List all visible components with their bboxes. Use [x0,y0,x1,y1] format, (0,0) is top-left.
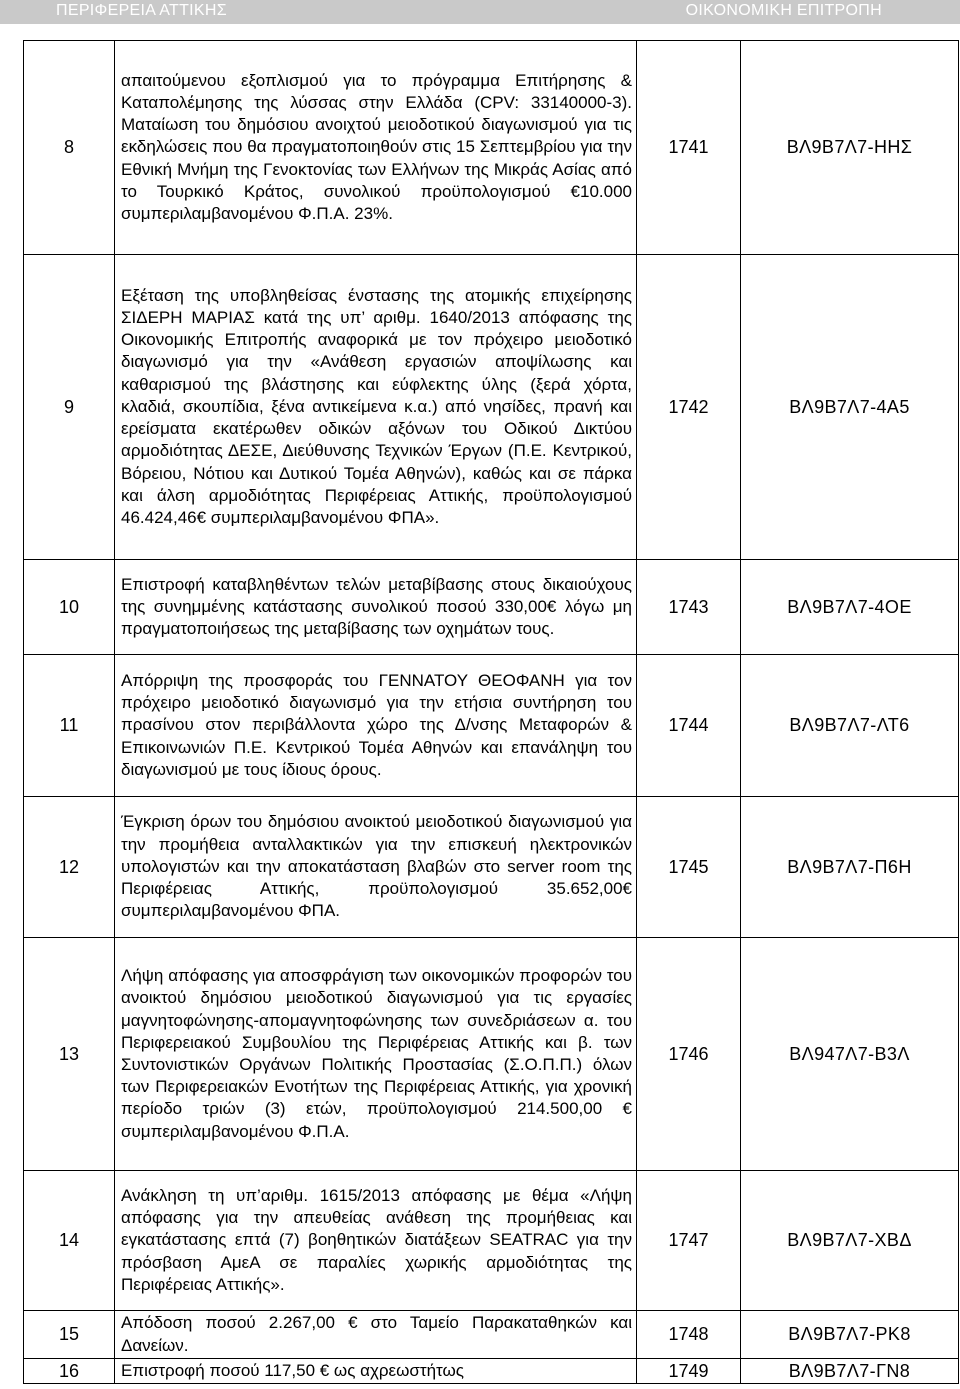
item-number: 12 [24,797,115,938]
item-subject: Έγκριση όρων του δημόσιου ανοικτού μειοδοτικού διαγωνισμού για την προμήθεια ανταλλακτικών για την επισκευή ηλεκτρονικών υπολογιστών και την αποκατάσταση βλαβών στο server room της Περιφέρειας Αττικής, προϋπολογισμού 35.652,00€ συμπεριλαμβανομένου ΦΠΑ. [115,797,637,938]
header-region-title: ΠΕΡΙΦΕΡΕΙΑ ΑΤΤΙΚΗΣ [56,2,227,19]
table-row [24,1171,959,1311]
item-number: 16 [24,1359,115,1384]
item-subject: Ανάκληση τη υπ’αριθμ. 1615/2013 απόφασης με θέμα «Λήψη απόφασης για την απευθείας ανάθεση της προμήθειας και εγκατάστασης επτά (7) βοηθητικών διατάξεων SEATRAC για την πρόσβαση ΑμεΑ σε παραλίες χωρικής αρμοδιότητας της Περιφέρειας Αττικής». [115,1171,637,1311]
ada-code: ΒΛ9Β7Λ7-ΡΚ8 [741,1311,959,1359]
decision-number: 1743 [637,560,741,655]
item-subject: Επιστροφή καταβληθέντων τελών μεταβίβασης στους δικαιούχους της συνημμένης κατάστασης συνολικού ποσού 330,00€ λόγω μη πραγματοποιήσεως της μεταβίβασης των οχημάτων τους. [115,560,637,655]
item-subject: Απόδοση ποσού 2.267,00 € στο Ταμείο Παρακαταθηκών και Δανείων. [115,1311,637,1359]
ada-code: ΒΛ9Β7Λ7-ΧΒΔ [741,1171,959,1311]
decision-number: 1746 [637,938,741,1171]
ada-code: ΒΛ9Β7Λ7-Π6Η [741,797,959,938]
decision-number: 1748 [637,1311,741,1359]
item-subject: Εξέταση της υποβληθείσας ένστασης της ατομικής επιχείρησης ΣΙΔΕΡΗ ΜΑΡΙΑΣ κατά της υπ’ αριθμ. 1640/2013 απόφασης της Οικονομικής Επιτροπής αναφορικά με τον πρόχειρο μειοδοτικό διαγωνισμό για την «Ανάθεση εργασιών αποψίλωσης και καθαρισμού της βλάστησης και εύφλεκτης ύλης (ξερά χόρτα, κλαδιά, σκουπίδια, ξένα αντικείμενα κ.α.) από νησίδες, πρανή και ερείσματα εκατέρωθεν οδικών αξόνων του Οδικού Δικτύου αρμοδιότητας ΔΕΣΕ, Διεύθυνσης Τεχνικών Έργων (Π.Ε. Κεντρικού, Βόρειου, Νότιου και Δυτικού Τομέα Αθηνών), καθώς και σε πάρκα και άλση αρμοδιότητας Περιφέρειας Αττικής, προϋπολογισμού 46.424,46€ συμπεριλαμβανομένου ΦΠΑ». [115,255,637,560]
item-number: 14 [24,1171,115,1311]
table-row [24,1359,959,1384]
table-row [24,938,959,1171]
table-row [24,560,959,655]
item-number: 11 [24,655,115,797]
decision-number: 1745 [637,797,741,938]
item-number: 15 [24,1311,115,1359]
item-number: 13 [24,938,115,1171]
item-subject: απαιτούμενου εξοπλισμού για το πρόγραμμα Επιτήρησης & Καταπολέμησης της λύσσας στην Ελλάδα (CPV: 33140000-3). Ματαίωση του δημόσιου ανοιχτού μειοδοτικού διαγωνισμού για τις εκδηλώσεις που θα πραγματοποιηθούν στις 15 Σεπτεμβρίου για την Εθνική Μνήμη της Γενοκτονίας των Ελλήνων της Μικράς Ασίας από το Τουρκικό Κράτος, συνολικού προϋπολογισμού €10.000 συμπεριλαμβανομένου Φ.Π.Α. 23%. [115,41,637,255]
decision-number: 1747 [637,1171,741,1311]
ada-code: ΒΛ9Β7Λ7-ΓΝ8 [741,1359,959,1384]
table-row [24,1311,959,1359]
item-number: 8 [24,41,115,255]
ada-code: ΒΛ9Β7Λ7-4ΟΕ [741,560,959,655]
page-header [0,0,960,24]
decision-number: 1742 [637,255,741,560]
decision-number: 1741 [637,41,741,255]
header-committee-title: ΟΙΚΟΝΟΜΙΚΗ ΕΠΙΤΡΟΠΗ [685,2,882,19]
ada-code: ΒΛ9Β7Λ7-4Α5 [741,255,959,560]
item-number: 9 [24,255,115,560]
ada-code: ΒΛ9Β7Λ7-ΗΗΣ [741,41,959,255]
table-row [24,41,959,255]
ada-code: ΒΛ9Β7Λ7-ΛΤ6 [741,655,959,797]
table-row [24,655,959,797]
table-row [24,255,959,560]
decision-number: 1749 [637,1359,741,1384]
table-row [24,797,959,938]
item-subject: Επιστροφή ποσού 117,50 € ως αχρεωστήτως [115,1359,637,1384]
decisions-table [23,40,959,1384]
item-subject: Λήψη απόφασης για αποσφράγιση των οικονομικών προφορών του ανοικτού δημόσιου μειοδοτικού διαγωνισμού για τις εργασίες μαγνητοφώνησης-απομαγνητοφώνησης των συνεδριάσεων α. του Περιφερειακού Συμβουλίου της Περιφέρειας Αττικής και β. των Συντονιστικών Οργάνων Πολιτικής Προστασίας (Σ.Ο.Π.Π.) όλων των Περιφερειακών Ενοτήτων της Περιφέρειας Αττικής, για χρονική περίοδο τριών (3) ετών, προϋπολογισμού 214.500,00 € συμπεριλαμβανομένου Φ.Π.Α. [115,938,637,1171]
item-subject: Απόρριψη της προσφοράς του ΓΕΝΝΑΤΟΥ ΘΕΟΦΑΝΗ για τον πρόχειρο μειοδοτικό διαγωνισμό για την ετήσια συντήρηση του πρασίνου στον περιβάλλοντα χώρο της Δ/νσης Μεταφορών & Επικοινωνιών Π.Ε. Κεντρικού Τομέα Αθηνών και επανάληψη του διαγωνισμού με τους ίδιους όρους. [115,655,637,797]
item-number: 10 [24,560,115,655]
decision-number: 1744 [637,655,741,797]
ada-code: ΒΛ947Λ7-Β3Λ [741,938,959,1171]
